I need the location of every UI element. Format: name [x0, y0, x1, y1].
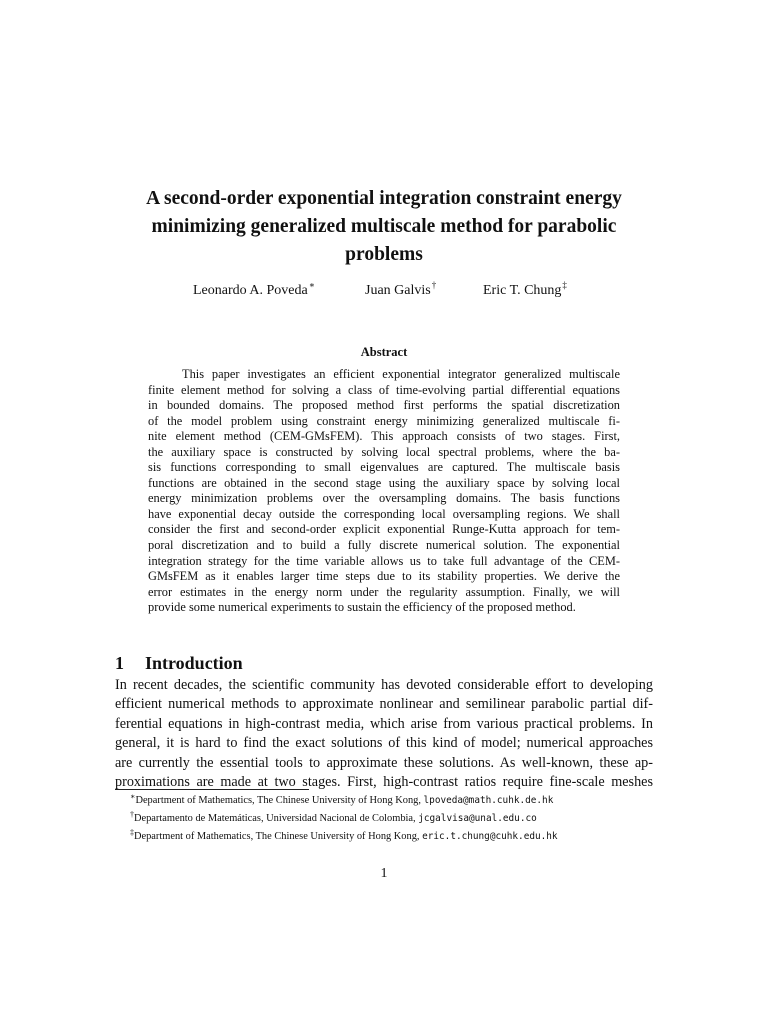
abstract-line: in bounded domains. The proposed method first performs the spatial discretization	[148, 398, 620, 413]
footnote-mark: ∗	[130, 792, 136, 801]
title-line: A second-order exponential integration constraint energy	[146, 188, 622, 210]
abstract-line: sis functions corresponding to small eigenvalues are captured. The multiscale basis	[148, 460, 620, 475]
email-link[interactable]: jcgalvisa@unal.edu.co	[418, 813, 537, 824]
title-line: minimizing generalized multiscale method for parabolic	[151, 216, 617, 238]
abstract-line: of the model problem using constraint energy minimizing generalized multiscale fi-	[148, 413, 620, 428]
introduction-body	[115, 676, 653, 792]
footnote	[130, 790, 660, 808]
abstract-line: consider the first and second-order explicit exponential Runge-Kutta approach for tem-	[148, 522, 620, 537]
abstract-heading: Abstract	[360, 345, 408, 359]
footnote-mark: ‡	[130, 828, 134, 837]
footnote-text: Departamento de Matemáticas, Universidad Nacional de Colombia,	[134, 813, 419, 824]
footnote-mark: ‡	[562, 280, 567, 290]
footnote-mark: †	[431, 280, 437, 290]
author	[483, 276, 567, 300]
section-title: Introduction	[145, 652, 243, 673]
author-name: Juan Galvis	[365, 283, 431, 298]
author-name: Leonardo A. Poveda	[193, 283, 308, 298]
abstract-line: functions are obtained in the second stage using the auxiliary space by solving local	[148, 475, 620, 490]
section-heading	[115, 653, 243, 674]
abstract-line: This paper investigates an efficient exponential integrator generalized multiscale	[182, 367, 620, 381]
abstract-line: have exponential decay outside the corresponding local oversampling regions. We shall	[148, 506, 620, 521]
body-line: In recent decades, the scientific community has devoted considerable effort to developing	[115, 677, 653, 693]
body-line: efficient numerical methods to approximate nonlinear and semilinear parabolic partial dif-	[115, 696, 653, 713]
email-link[interactable]: eric.t.chung@cuhk.edu.hk	[422, 831, 558, 842]
abstract-line: the auxiliary space is constructed by solving local spectral problems, where the ba-	[148, 444, 620, 459]
abstract-line: error estimates in the energy norm under the regularity assumption. Finally, we will	[148, 584, 620, 599]
body-line: ferential equations in high-contrast media, which arise from various practical problems. In	[115, 715, 653, 732]
body-line: are currently the essential tools to approximate these solutions. As well-known, these ap-	[115, 754, 653, 771]
abstract-line: GMsFEM as it enables larger time steps due to its stability properties. We derive the	[148, 569, 620, 584]
abstract-line: integration strategy for the time variable allows us to take full advantage of the CEM-	[148, 553, 620, 568]
email-link[interactable]: lpoveda@math.cuhk.de.hk	[423, 795, 554, 806]
body-line: general, it is hard to find the exact solutions of this kind of model; numerical approaches	[115, 735, 653, 752]
abstract-body	[148, 367, 620, 616]
section-number: 1	[115, 652, 124, 673]
paper-title	[110, 185, 658, 269]
footnote	[130, 826, 660, 844]
footnotes	[130, 790, 660, 844]
author	[365, 276, 436, 300]
abstract-line: poral discretization and to build a fully discrete numerical solution. The exponential	[148, 538, 620, 553]
abstract-line: energy minimization problems over the oversampling domains. The basis functions	[148, 491, 620, 506]
footnote-mark: †	[130, 810, 134, 819]
footnote-text: Department of Mathematics, The Chinese University of Hong Kong,	[134, 831, 423, 842]
page-number: 1	[380, 866, 388, 881]
title-line: problems	[345, 244, 423, 266]
abstract-line: nite element method (CEM-GMsFEM). This approach consists of two stages. First,	[148, 429, 620, 444]
abstract-line: provide some numerical experiments to sustain the efficiency of the proposed method.	[148, 600, 576, 615]
footnote	[130, 808, 660, 826]
abstract-line: finite element method for solving a class of time-evolving partial differential equations	[148, 382, 620, 397]
author	[193, 276, 315, 300]
footnote-text: Department of Mathematics, The Chinese University of Hong Kong,	[135, 795, 424, 806]
body-line: proximations are made at two stages. First, high-contrast ratios require fine-scale meshes	[115, 774, 653, 791]
footnote-mark: ∗	[308, 280, 315, 290]
author-name: Eric T. Chung	[483, 283, 562, 298]
